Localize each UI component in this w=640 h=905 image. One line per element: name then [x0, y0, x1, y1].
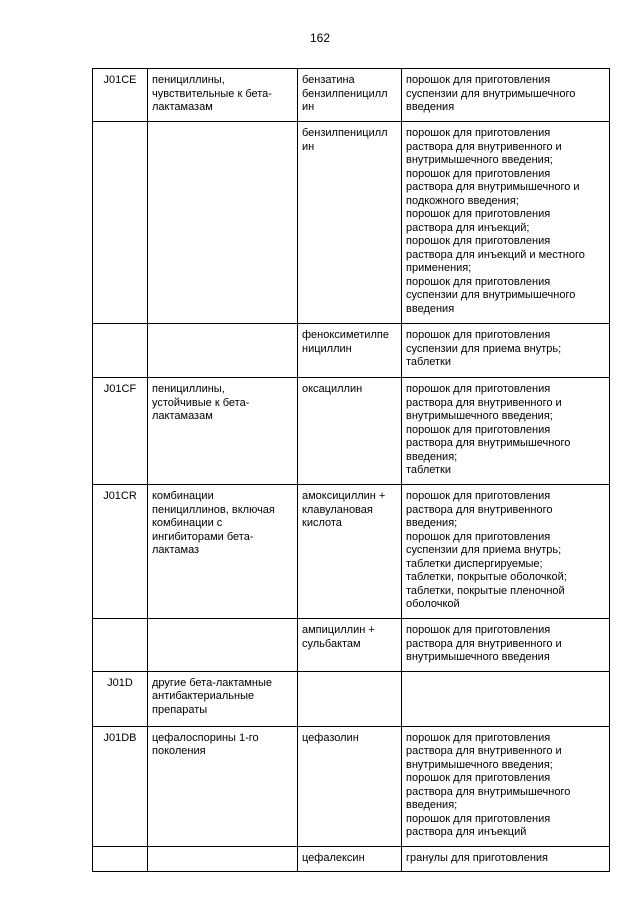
dosage-form-cell: порошок для приготовления суспензии для внутримышечного введения [402, 69, 610, 122]
page-number: 162 [309, 31, 331, 45]
drug-name-cell: феноксиметилпе нициллин [298, 324, 402, 378]
table-row [93, 378, 610, 485]
group-cell [148, 122, 298, 324]
group-cell [148, 846, 298, 872]
group-cell: пенициллины, устойчивые к бета- лактамазам [148, 378, 298, 485]
drug-table [92, 68, 610, 872]
atc-code-cell [93, 619, 148, 672]
dosage-form-cell: гранулы для приготовления [402, 846, 610, 872]
drug-name-cell: оксациллин [298, 378, 402, 485]
atc-code-cell [93, 122, 148, 324]
drug-name-cell: амоксициллин + клавулановая кислота [298, 485, 402, 619]
atc-code-cell: J01CR [93, 485, 148, 619]
table-row [93, 846, 610, 872]
table-row [93, 671, 610, 726]
atc-code-cell: J01CF [93, 378, 148, 485]
drug-name-cell: цефалексин [298, 846, 402, 872]
table-row [93, 122, 610, 324]
dosage-form-cell: порошок для приготовления раствора для внутривенного и внутримышечного введения [402, 619, 610, 672]
drug-name-cell: ампициллин + сульбактам [298, 619, 402, 672]
table-row [93, 69, 610, 122]
drug-name-cell: цефазолин [298, 726, 402, 846]
group-cell: другие бета-лактамные антибактериальные препараты [148, 671, 298, 726]
drug-name-cell: бензилпеницилл ин [298, 122, 402, 324]
group-cell: пенициллины, чувствительные к бета- лактамазам [148, 69, 298, 122]
atc-code-cell [93, 846, 148, 872]
atc-code-cell: J01CE [93, 69, 148, 122]
dosage-form-cell: порошок для приготовления раствора для внутривенного и внутримышечного введения; порошок для приготовления раствора для внутримышечного введения; таблетки [402, 378, 610, 485]
drug-name-cell: бензатина бензилпеницилл ин [298, 69, 402, 122]
table-row [93, 619, 610, 672]
group-cell: комбинации пенициллинов, включая комбинации с ингибиторами бета- лактамаз [148, 485, 298, 619]
table-row [93, 726, 610, 846]
dosage-form-cell: порошок для приготовления раствора для внутривенного и внутримышечного введения; порошок для приготовления раствора для внутримышечного и подкожного введения; порошок для приготовления раствора для инъекций; порошок для приготовления раствора для инъекций и местного применения; порошок для приготовления суспензии для внутримышечного введения [402, 122, 610, 324]
group-cell [148, 324, 298, 378]
dosage-form-cell: порошок для приготовления раствора для внутривенного введения; порошок для приготовления суспензии для приема внутрь; таблетки диспергируемые; таблетки, покрытые оболочкой; таблетки, покрытые пленочной оболочкой [402, 485, 610, 619]
atc-code-cell: J01D [93, 671, 148, 726]
group-cell: цефалоспорины 1-го поколения [148, 726, 298, 846]
dosage-form-cell: порошок для приготовления раствора для внутривенного и внутримышечного введения; порошок для приготовления раствора для внутримышечного введения; порошок для приготовления раствора для инъекций [402, 726, 610, 846]
dosage-form-cell [402, 671, 610, 726]
atc-code-cell [93, 324, 148, 378]
atc-code-cell: J01DB [93, 726, 148, 846]
table-row [93, 324, 610, 378]
table-row [93, 485, 610, 619]
drug-name-cell [298, 671, 402, 726]
group-cell [148, 619, 298, 672]
dosage-form-cell: порошок для приготовления суспензии для приема внутрь; таблетки [402, 324, 610, 378]
